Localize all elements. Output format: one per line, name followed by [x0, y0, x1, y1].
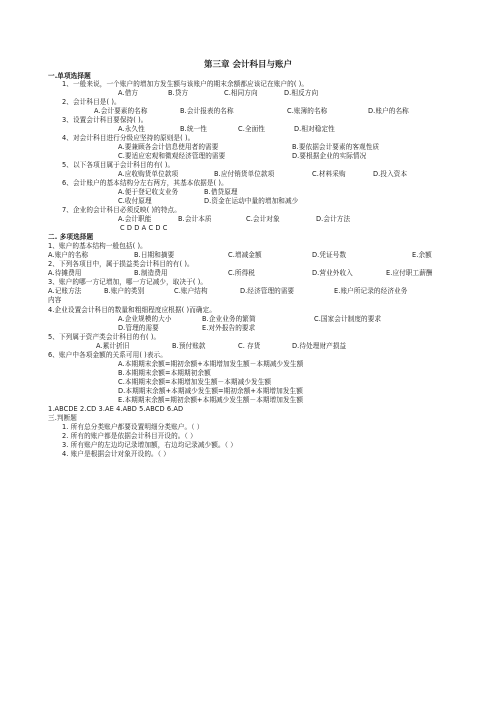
s1-q1-opt-c: C.相同方向 — [224, 89, 258, 97]
s1-q1: 1、一般来说，一个账户的增加方发生额与该账户的期末余额都应该记在账户的( )。 — [62, 80, 309, 88]
s1-q3-opt-d: D.相对稳定性 — [294, 125, 335, 133]
s1-q1-opt-d: D.相反方向 — [284, 89, 319, 97]
s1-q4: 4、对会计科目进行分级应坚持的原则是( )。 — [62, 134, 195, 142]
s1-q7-opt-d: D.会计方法 — [316, 215, 351, 223]
s2-q3-opt-a: A.记账方法 — [48, 287, 82, 295]
s1-q2-opt-d: D.账户的名称 — [368, 107, 409, 115]
s3-item-3: 3. 所有账户的左边均记录增加额，右边均记录减少额。（ ） — [62, 441, 237, 449]
s2-q3-opt-d: D.经济管理的需要 — [240, 287, 295, 295]
s2-q4: 4.企业设置会计科目的数量和粗细程度应根据( )而确定。 — [48, 306, 216, 314]
s1-q6-opt-b: B.借贷原理 — [204, 188, 238, 196]
s1-q5-opt-b: B.应付销货单位款项 — [214, 170, 275, 178]
s2-q1: 1、账户的基本结构一般包括( )。 — [48, 242, 147, 250]
s2-q6-opt-e: E.本期期末余额=期初余额+本期减少发生额－本期增加发生额 — [118, 396, 304, 404]
s1-answers: C D D A C D C — [120, 224, 168, 232]
s2-q4-opt-e: E.对外报告的要求 — [202, 324, 256, 332]
s1-q2-opt-a: A.会计要素的名称 — [94, 107, 148, 115]
s2-q6: 6、账户中各项金额的关系可用( )表示。 — [48, 351, 167, 359]
s2-q1-opt-d: D.凭证号数 — [312, 251, 347, 259]
s1-q1-opt-b: B.贷方 — [168, 89, 189, 97]
s2-q2-opt-a: A.待摊费用 — [48, 269, 82, 277]
s1-q4-opt-a: A.要兼顾各会计信息使用者的需要 — [118, 143, 219, 151]
s1-q3-opt-b: B.统一性 — [180, 125, 207, 133]
s1-q3: 3、设置会计科目要保持( )。 — [62, 116, 148, 124]
s2-q2-opt-c: C.所得税 — [228, 269, 255, 277]
s2-q2-opt-d: D.营业外收入 — [312, 269, 353, 277]
s1-q1-opt-a: A.借方 — [118, 89, 139, 97]
s2-answers: 1.ABCDE 2.CD 3.AE 4.ABD 5.ABCD 6.AD — [48, 405, 184, 413]
section1-heading: 一.单项选择题 — [48, 72, 91, 80]
s1-q6-opt-c: C.收付原理 — [118, 197, 152, 205]
s2-q6-opt-b: B.本期期末余额=本期期初余额 — [118, 369, 211, 377]
s2-q4-opt-b: B.企业业务的繁简 — [202, 315, 256, 323]
s2-q4-opt-d: D.管理的需要 — [118, 324, 159, 332]
s2-q3-opt-c: C.账户结构 — [174, 287, 208, 295]
s1-q2: 2、会计科目是( )。 — [62, 98, 121, 106]
s1-q5: 5、以下各项目属于会计科目的有( )。 — [62, 161, 175, 169]
s1-q7-opt-c: C.会计对象 — [246, 215, 280, 223]
s2-q2-opt-b: B.制造费用 — [134, 269, 168, 277]
s2-q3-opt-e: E.账户所记录的经济业务 — [334, 287, 408, 295]
section3-heading: 三.判断题 — [48, 414, 77, 422]
s2-q4-opt-c: C.国家会计制度的要求 — [314, 315, 382, 323]
s2-q5-opt-b: B.预付账款 — [172, 342, 206, 350]
s1-q7-opt-b: B.会计本质 — [178, 215, 212, 223]
s2-q5-opt-c: C. 存货 — [238, 342, 261, 350]
s2-q4-opt-a: A.企业规模的大小 — [118, 315, 172, 323]
s1-q3-opt-c: C.全面性 — [238, 125, 265, 133]
s2-q1-opt-a: A.账户的名称 — [48, 251, 89, 259]
s1-q6-opt-d: D.资金在运动中量的增加和减少 — [204, 197, 299, 205]
s1-q4-opt-d: D.要根据企业的实际情况 — [292, 152, 367, 160]
s1-q3-opt-a: A.永久性 — [118, 125, 145, 133]
s1-q6: 6、会计账户的基本结构分左右两方，其基本依据是( )。 — [62, 179, 228, 187]
s1-q4-opt-c: C.要适应宏观和微观经济管理的需要 — [118, 152, 226, 160]
s1-q7-opt-a: A.会计职能 — [118, 215, 152, 223]
s3-item-1: 1. 所有总分类账户都要设置明细分类账户。（ ） — [62, 423, 204, 431]
s1-q5-opt-c: C.材料采购 — [312, 170, 346, 178]
s2-q6-opt-c: C.本期期末余额=本期增加发生额－本期减少发生额 — [118, 378, 272, 386]
s1-q7: 7、企业的会计科目必须反映( )的特点。 — [62, 206, 181, 214]
s2-q3-opt-b: B.账户的类别 — [104, 287, 145, 295]
s1-q4-opt-b: B.要依据会计要素的客观性质 — [292, 143, 380, 151]
page-title: 第三章 会计科目与账户 — [204, 60, 292, 70]
s2-q1-opt-e: E.余额 — [412, 251, 432, 259]
s2-q1-opt-c: C.增减金额 — [228, 251, 262, 259]
s2-q5: 5、下列属于资产类会计科目的有( )。 — [48, 333, 161, 341]
s2-q5-opt-a: A.累计折旧 — [96, 342, 130, 350]
s2-q3: 3、账户的哪一方记增加，哪一方记减少，取决于( )。 — [48, 278, 208, 286]
s1-q5-opt-d: D.投入资本 — [373, 170, 408, 178]
s3-item-2: 2. 所有的账户都是依据会计科目开设的。（ ） — [62, 432, 197, 440]
s1-q2-opt-b: B.会计报表的名称 — [180, 107, 234, 115]
s1-q2-opt-c: C.账簿的名称 — [287, 107, 328, 115]
section2-heading: 二. 多项选择题 — [48, 233, 94, 241]
s3-item-4: 4. 账户是根据会计对象开设的。（ ） — [62, 450, 170, 458]
s1-q5-opt-a: A.应收购货单位款项 — [118, 170, 179, 178]
s2-q1-opt-b: B.日期和摘要 — [134, 251, 175, 259]
s2-q3-wrap: 内容 — [48, 296, 62, 304]
s2-q2-opt-e: E.应付职工薪酬 — [386, 269, 433, 277]
s2-q6-opt-a: A.本期期末余额=期初余额+本期增加发生额－本期减少发生额 — [118, 360, 304, 368]
s2-q2: 2、下列各项目中，属于损益类会计科目的有( )。 — [48, 260, 194, 268]
s2-q5-opt-d: D.待处理财产损益 — [292, 342, 347, 350]
s2-q6-opt-d: D.本期期末余额+本期减少发生额=期初余额+本期增加发生额 — [118, 387, 303, 395]
s1-q6-opt-a: A.便于登记收支业务 — [118, 188, 179, 196]
